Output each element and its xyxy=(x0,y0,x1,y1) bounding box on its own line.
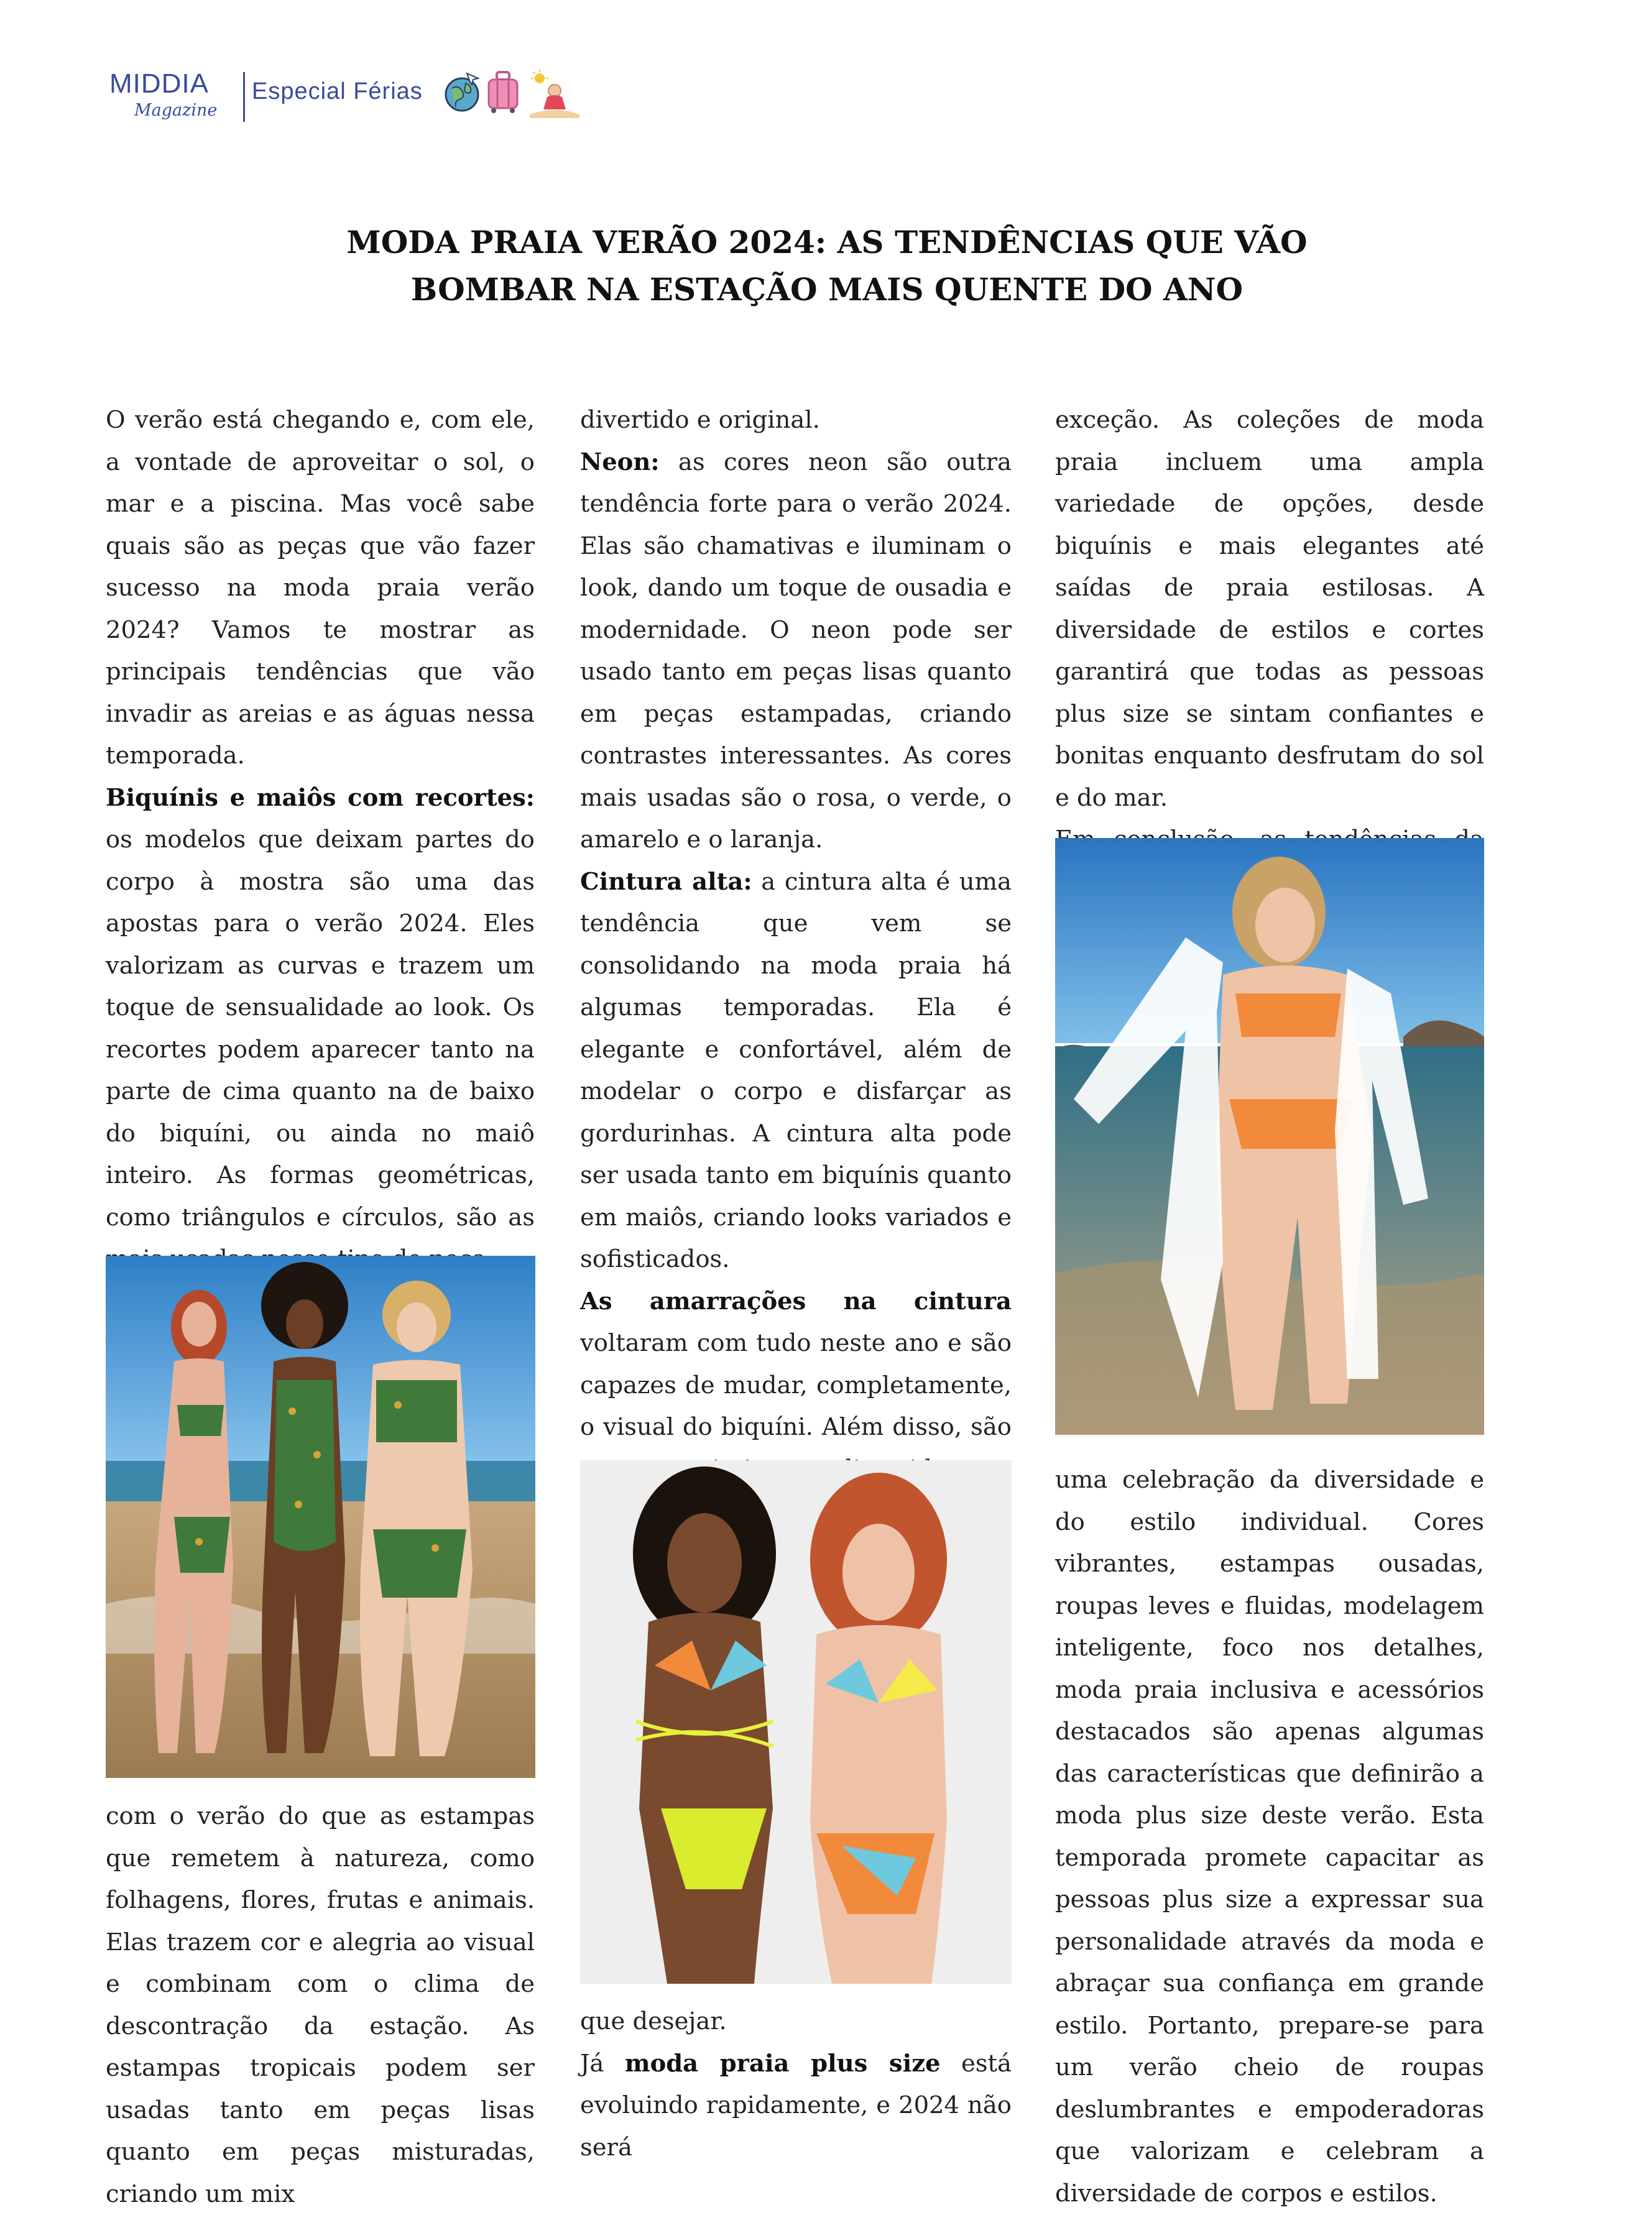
sunbather-icon xyxy=(526,70,582,122)
magazine-logo xyxy=(109,68,234,131)
tropical-swimwear-photo xyxy=(106,1256,535,1778)
recortes-paragraph xyxy=(106,777,535,1281)
recortes-text: os modelos que deixam partes do corpo à mostra são uma das apostas para o verão 2024. Eles valorizam as curvas e trazem um toque de sensualidade ao look. Os recortes podem aparecer tanto na parte de cima quanto na de baixo do biquíni, ou ainda no maiô inteiro. As formas geométricas, como triângulos e círculos, são as xyxy=(106,826,535,1232)
brand-name: MIDDIA xyxy=(109,68,209,99)
plus-size-continued: exceção. As coleções de moda praia incluem uma ampla variedade de opções, desde biquínis e mais elegantes até saídas de praia estilosas. A diversidade de estilos e cortes garantirá que todas as pessoas plus size se sintam confiantes e bonitas enquanto desfrutam do sol e do mar. xyxy=(1055,406,1484,812)
amarracoes-heading: As amarrações na cintura xyxy=(580,1287,1012,1315)
cintura-paragraph xyxy=(580,861,1012,1281)
plus-size-paragraph xyxy=(580,2043,1012,2169)
intro-paragraph: O verão está chegando e, com ele, a vontade de aproveitar o sol, o mar e a piscina. Mas você sabe quais são as peças que vão fazer sucesso na moda praia verão 2024? Vamos te mostrar as principais tendências que vão invadir as areias e as águas nessa temporada. xyxy=(106,406,535,770)
plus-size-beach-photo xyxy=(1055,838,1484,1435)
neon-heading: Neon: xyxy=(580,448,660,476)
column-1-bottom xyxy=(106,1795,535,2215)
plus-size-prefix: Já xyxy=(580,2049,625,2078)
column-3-bottom xyxy=(1055,1459,1484,2214)
column-1-top xyxy=(106,399,535,1365)
neon-bikini-photo xyxy=(580,1460,1012,1984)
conclusion-continued: uma celebração da diversidade e do estilo individual. Cores vibrantes, estampas ousadas, roupas leves e fluidas, modelagem inteligente, foco nos detalhes, moda praia inclusiva e acessórios destacados são apenas algumas das características que definirão a moda plus size deste verão. Esta temporada promete capacitar as pessoas plus size a expressar sua personalidade através da moda e abraçar sua confiança em grande estilo. Portanto, prepare-se para um verão cheio de roupas deslumbrantes e empoderadoras que valorizam e celebram a diversidade de corpos e estilos. xyxy=(1055,1466,1484,2208)
amarracoes-ending: que desejar. xyxy=(580,2007,727,2035)
brand-subtitle: Magazine xyxy=(134,101,218,120)
cintura-text: a cintura alta é uma tendência que vem se consolidando na moda praia há algumas temporadas. Ela é elegante e confortável, além de modelar o corpo e disfarçar as gordurinhas. A cintura alta pode ser usada tanto em biquínis quanto em maiôs, criando looks variados e sofisticados. xyxy=(580,867,1012,1273)
column-2-bottom xyxy=(580,2001,1012,2168)
title-line-1: MODA PRAIA VERÃO 2024: AS TENDÊNCIAS QUE VÃO xyxy=(346,224,1308,260)
section-label: Especial Férias xyxy=(252,78,423,104)
mix-ending: divertido e original. xyxy=(580,406,820,434)
estampas-text-continued: com o verão do que as estampas que remetem à natureza, como folhagens, flores, frutas e animais. Elas trazem cor e alegria ao visual e combinam com o clima de descontração da estação. As estampas tropicais podem ser usadas tanto em peças lisas quanto em peças misturadas, criando um mix xyxy=(106,1802,535,2208)
plus-size-text: está evoluindo rapidamente, e 2024 não será xyxy=(580,2049,1012,2162)
cintura-heading: Cintura alta: xyxy=(580,867,752,896)
plus-size-heading: moda praia plus size xyxy=(624,2049,941,2078)
neon-text: as cores neon são outra tendência forte para o verão 2024. Elas são chamativas e iluminam o look, dando um toque de ousadia e modernidade. O neon pode ser usado tanto em peças lisas quanto em peças estampadas, criando contrastes interessantes. As cores mais usadas são o rosa, o verde, o amarelo e o laranja. xyxy=(580,448,1012,854)
globe-plane-icon xyxy=(443,70,482,116)
amarracoes-text: voltaram com tudo neste ano e são capazes de mudar, completamente, o visual do biquíni. Além disso, são xyxy=(580,1329,1012,1441)
title-line-2: BOMBAR NA ESTAÇÃO MAIS QUENTE DO ANO xyxy=(410,271,1244,308)
article-title xyxy=(205,219,1449,313)
column-2-top xyxy=(580,399,1012,1574)
header-divider xyxy=(243,72,245,122)
suitcase-icon xyxy=(485,70,521,117)
neon-paragraph xyxy=(580,441,1012,861)
recortes-heading: Biquínis e maiôs com recortes: xyxy=(106,783,535,812)
